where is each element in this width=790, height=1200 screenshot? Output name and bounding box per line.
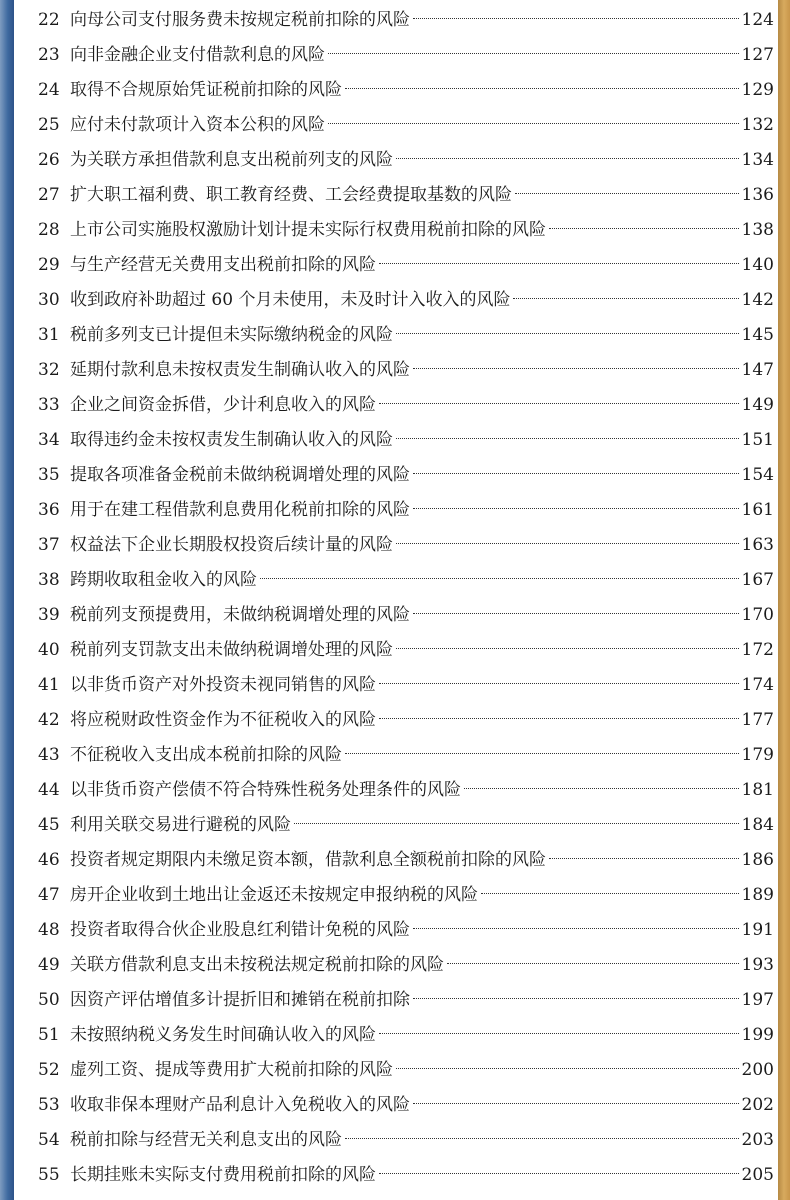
toc-dot-leader [345, 88, 739, 89]
toc-entry-page-number: 170 [741, 605, 774, 625]
toc-entry-page-number: 199 [741, 1025, 774, 1045]
toc-entry-number: 31 [38, 325, 60, 345]
toc-entry[interactable] [38, 423, 774, 458]
toc-entry-page-number: 151 [741, 430, 774, 450]
toc-entry[interactable] [38, 213, 774, 248]
toc-entry-number: 39 [38, 605, 60, 625]
toc-dot-leader [549, 228, 739, 229]
toc-dot-leader [379, 718, 739, 719]
toc-dot-leader [413, 508, 739, 509]
toc-entry-number: 49 [38, 955, 60, 975]
toc-dot-leader [260, 578, 739, 579]
toc-entry-title: 投资者取得合伙企业股息红利错计免税的风险 [70, 920, 410, 940]
toc-entry[interactable] [38, 1123, 774, 1158]
toc-entry-page-number: 140 [741, 255, 774, 275]
toc-entry-title: 虚列工资、提成等费用扩大税前扣除的风险 [70, 1060, 393, 1080]
toc-entry-title: 权益法下企业长期股权投资后续计量的风险 [70, 535, 393, 555]
toc-entry-number: 41 [38, 675, 60, 695]
toc-entry-title: 收到政府补助超过 60 个月未使用，未及时计入收入的风险 [70, 290, 511, 310]
toc-entry-page-number: 184 [741, 815, 774, 835]
toc-entry-page-number: 145 [741, 325, 774, 345]
toc-entry[interactable] [38, 633, 774, 668]
toc-dot-leader [294, 823, 739, 824]
toc-entry-title: 上市公司实施股权激励计划计提未实际行权费用税前扣除的风险 [70, 220, 546, 240]
toc-entry-page-number: 191 [741, 920, 774, 940]
toc-entry-title: 利用关联交易进行避税的风险 [70, 815, 291, 835]
toc-entry-title: 房开企业收到土地出让金返还未按规定申报纳税的风险 [70, 885, 478, 905]
toc-entry-title: 为关联方承担借款利息支出税前列支的风险 [70, 150, 393, 170]
toc-entry-page-number: 193 [741, 955, 774, 975]
toc-entry[interactable] [38, 948, 774, 983]
toc-entry-title: 将应税财政性资金作为不征税收入的风险 [70, 710, 376, 730]
toc-entry[interactable] [38, 913, 774, 948]
toc-entry-number: 48 [38, 920, 60, 940]
toc-entry-title: 用于在建工程借款利息费用化税前扣除的风险 [70, 500, 410, 520]
toc-entry-title: 取得违约金未按权责发生制确认收入的风险 [70, 430, 393, 450]
toc-entry-page-number: 203 [741, 1130, 774, 1150]
toc-entry-title: 扩大职工福利费、职工教育经费、工会经费提取基数的风险 [70, 185, 512, 205]
toc-entry-number: 51 [38, 1025, 60, 1045]
toc-entry-number: 54 [38, 1130, 60, 1150]
toc-dot-leader [345, 1138, 739, 1139]
toc-entry-title: 未按照纳税义务发生时间确认收入的风险 [70, 1025, 376, 1045]
toc-entry-title: 以非货币资产偿债不符合特殊性税务处理条件的风险 [70, 780, 461, 800]
toc-entry-title: 延期付款利息未按权责发生制确认收入的风险 [70, 360, 410, 380]
toc-dot-leader [396, 438, 739, 439]
toc-entry[interactable] [38, 73, 774, 108]
toc-entry-number: 38 [38, 570, 60, 590]
toc-entry-number: 32 [38, 360, 60, 380]
toc-entry[interactable] [38, 843, 774, 878]
toc-entry-number: 34 [38, 430, 60, 450]
toc-dot-leader [413, 18, 739, 19]
toc-entry[interactable] [38, 1158, 774, 1193]
toc-dot-leader [413, 1103, 739, 1104]
toc-dot-leader [379, 1173, 739, 1174]
toc-entry-page-number: 124 [741, 10, 774, 30]
toc-entry-page-number: 149 [741, 395, 774, 415]
toc-entry[interactable] [38, 1018, 774, 1053]
toc-entry-page-number: 202 [741, 1095, 774, 1115]
toc-entry[interactable] [38, 353, 774, 388]
toc-entry-page-number: 177 [741, 710, 774, 730]
toc-entry[interactable] [38, 1088, 774, 1123]
toc-entry-number: 23 [38, 45, 60, 65]
toc-dot-leader [379, 403, 739, 404]
toc-entry-page-number: 205 [741, 1165, 774, 1185]
toc-entry-number: 44 [38, 780, 60, 800]
toc-entry-title: 向非金融企业支付借款利息的风险 [70, 45, 325, 65]
toc-entry-title: 因资产评估增值多计提折旧和摊销在税前扣除 [70, 990, 410, 1010]
toc-entry-number: 40 [38, 640, 60, 660]
toc-entry-number: 55 [38, 1165, 60, 1185]
toc-entry-page-number: 147 [741, 360, 774, 380]
toc-entry[interactable] [38, 983, 774, 1018]
toc-entry-title: 税前多列支已计提但未实际缴纳税金的风险 [70, 325, 393, 345]
toc-entry-page-number: 132 [741, 115, 774, 135]
table-of-contents [38, 3, 774, 1193]
toc-dot-leader [413, 928, 739, 929]
toc-dot-leader [328, 53, 739, 54]
toc-entry-title: 企业之间资金拆借，少计利息收入的风险 [70, 395, 376, 415]
toc-entry-page-number: 163 [741, 535, 774, 555]
toc-entry[interactable] [38, 703, 774, 738]
toc-entry-page-number: 181 [741, 780, 774, 800]
toc-entry-title: 收取非保本理财产品利息计入免税收入的风险 [70, 1095, 410, 1115]
toc-entry[interactable] [38, 773, 774, 808]
toc-entry-page-number: 186 [741, 850, 774, 870]
toc-entry-number: 36 [38, 500, 60, 520]
toc-entry-title: 关联方借款利息支出未按税法规定税前扣除的风险 [70, 955, 444, 975]
toc-entry[interactable] [38, 143, 774, 178]
toc-entry-page-number: 179 [741, 745, 774, 765]
toc-entry-number: 33 [38, 395, 60, 415]
toc-entry-title: 投资者规定期限内未缴足资本额，借款利息全额税前扣除的风险 [70, 850, 546, 870]
toc-dot-leader [413, 613, 739, 614]
toc-dot-leader [379, 263, 739, 264]
toc-entry-page-number: 129 [741, 80, 774, 100]
toc-entry-number: 30 [38, 290, 60, 310]
toc-entry[interactable] [38, 38, 774, 73]
toc-entry-title: 税前列支罚款支出未做纳税调增处理的风险 [70, 640, 393, 660]
toc-entry-number: 53 [38, 1095, 60, 1115]
toc-entry-title: 税前扣除与经营无关利息支出的风险 [70, 1130, 342, 1150]
toc-entry-title: 以非货币资产对外投资未视同销售的风险 [70, 675, 376, 695]
toc-dot-leader [513, 298, 738, 299]
toc-dot-leader [396, 158, 739, 159]
toc-entry-number: 35 [38, 465, 60, 485]
toc-entry-title: 税前列支预提费用，未做纳税调增处理的风险 [70, 605, 410, 625]
toc-dot-leader [447, 963, 739, 964]
toc-entry-number: 22 [38, 10, 60, 30]
toc-entry-page-number: 138 [741, 220, 774, 240]
toc-entry-title: 跨期收取租金收入的风险 [70, 570, 257, 590]
toc-dot-leader [413, 998, 739, 999]
toc-entry[interactable] [38, 388, 774, 423]
toc-entry-title: 提取各项准备金税前未做纳税调增处理的风险 [70, 465, 410, 485]
toc-entry-title: 与生产经营无关费用支出税前扣除的风险 [70, 255, 376, 275]
toc-entry[interactable] [38, 318, 774, 353]
toc-entry-number: 42 [38, 710, 60, 730]
toc-entry[interactable] [38, 248, 774, 283]
toc-entry-title: 长期挂账未实际支付费用税前扣除的风险 [70, 1165, 376, 1185]
toc-entry-page-number: 161 [741, 500, 774, 520]
toc-entry[interactable] [38, 668, 774, 703]
toc-entry[interactable] [38, 3, 774, 38]
toc-dot-leader [481, 893, 739, 894]
document-page [14, 0, 778, 1200]
toc-entry-number: 28 [38, 220, 60, 240]
toc-entry-page-number: 167 [741, 570, 774, 590]
toc-entry[interactable] [38, 108, 774, 143]
toc-entry-number: 46 [38, 850, 60, 870]
toc-entry-page-number: 136 [741, 185, 774, 205]
toc-dot-leader [379, 1033, 739, 1034]
toc-entry[interactable] [38, 493, 774, 528]
left-blue-border [0, 0, 14, 1200]
toc-entry[interactable] [38, 598, 774, 633]
toc-entry-page-number: 154 [741, 465, 774, 485]
toc-dot-leader [549, 858, 739, 859]
right-gold-border [778, 0, 790, 1200]
toc-entry-number: 26 [38, 150, 60, 170]
toc-entry-page-number: 189 [741, 885, 774, 905]
toc-entry[interactable] [38, 458, 774, 493]
toc-entry-number: 25 [38, 115, 60, 135]
toc-entry[interactable] [38, 878, 774, 913]
toc-dot-leader [396, 1068, 739, 1069]
toc-dot-leader [464, 788, 739, 789]
toc-entry[interactable] [38, 283, 774, 318]
toc-entry-title: 向母公司支付服务费未按规定税前扣除的风险 [70, 10, 410, 30]
toc-entry-title: 不征税收入支出成本税前扣除的风险 [70, 745, 342, 765]
toc-entry-page-number: 174 [741, 675, 774, 695]
toc-entry[interactable] [38, 738, 774, 773]
toc-entry-page-number: 172 [741, 640, 774, 660]
toc-entry-number: 37 [38, 535, 60, 555]
toc-entry[interactable] [38, 808, 774, 843]
toc-entry-page-number: 134 [741, 150, 774, 170]
toc-entry[interactable] [38, 1053, 774, 1088]
toc-entry-number: 50 [38, 990, 60, 1010]
toc-dot-leader [345, 753, 739, 754]
toc-dot-leader [328, 123, 739, 124]
toc-dot-leader [396, 333, 739, 334]
toc-entry-page-number: 200 [741, 1060, 774, 1080]
toc-entry-page-number: 142 [741, 290, 774, 310]
toc-entry-number: 52 [38, 1060, 60, 1080]
toc-entry-number: 43 [38, 745, 60, 765]
toc-dot-leader [379, 683, 739, 684]
toc-entry-number: 24 [38, 80, 60, 100]
toc-entry[interactable] [38, 178, 774, 213]
toc-entry-page-number: 127 [741, 45, 774, 65]
toc-entry[interactable] [38, 563, 774, 598]
toc-entry-title: 取得不合规原始凭证税前扣除的风险 [70, 80, 342, 100]
toc-entry-number: 47 [38, 885, 60, 905]
toc-entry-page-number: 197 [741, 990, 774, 1010]
toc-entry[interactable] [38, 528, 774, 563]
toc-dot-leader [515, 193, 739, 194]
toc-dot-leader [396, 543, 739, 544]
toc-entry-title: 应付未付款项计入资本公积的风险 [70, 115, 325, 135]
toc-entry-number: 45 [38, 815, 60, 835]
toc-entry-number: 29 [38, 255, 60, 275]
toc-dot-leader [413, 473, 739, 474]
toc-dot-leader [413, 368, 739, 369]
toc-dot-leader [396, 648, 739, 649]
toc-entry-number: 27 [38, 185, 60, 205]
